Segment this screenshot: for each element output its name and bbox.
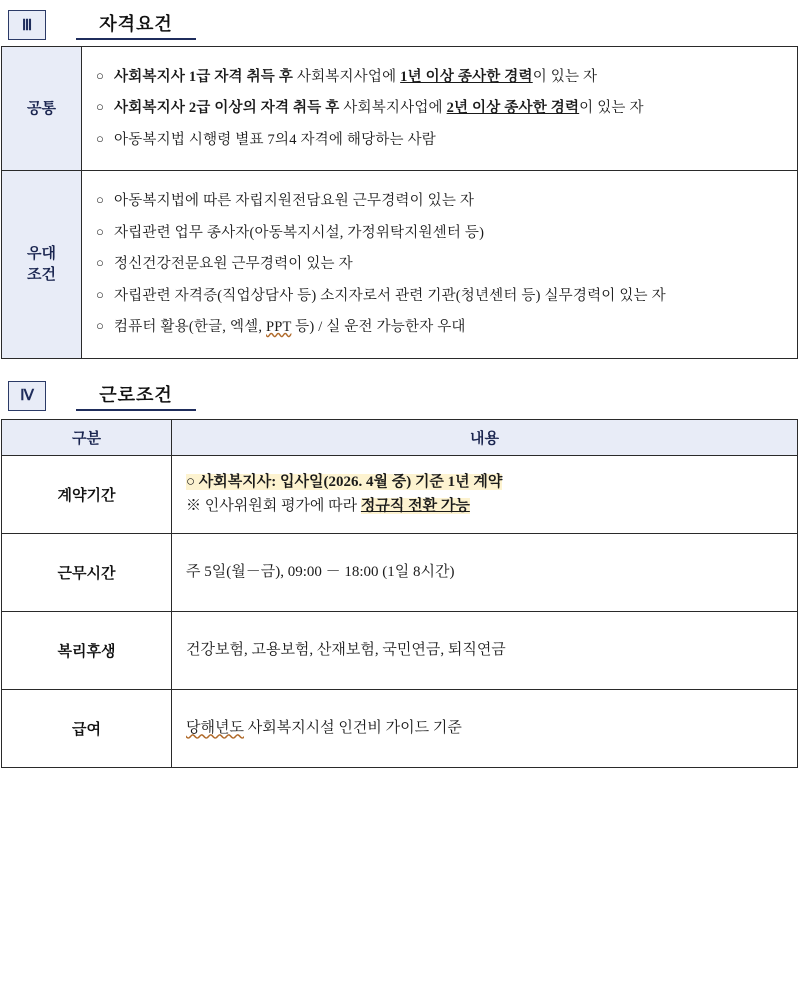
bullet-text bbox=[114, 285, 789, 307]
table-row bbox=[2, 171, 798, 358]
bullet-item bbox=[96, 129, 789, 151]
work-conditions-table bbox=[1, 419, 798, 768]
text-run: 건강보험, 고용보험, 산재보험, 국민연금, 퇴직연금 bbox=[186, 642, 506, 659]
condition-line bbox=[186, 716, 797, 740]
work-conditions-table-body bbox=[2, 455, 798, 767]
bullet-item bbox=[96, 222, 789, 244]
circle-bullet-icon: ○ bbox=[96, 68, 104, 83]
bullet-item bbox=[96, 190, 789, 212]
text-run: 자립관련 업무 종사자(아동복지시설, 가정위탁지원센터 등) bbox=[114, 224, 485, 241]
circle-bullet-icon: ○ bbox=[96, 192, 104, 208]
document-page bbox=[0, 10, 800, 994]
qualification-row-label-common bbox=[2, 47, 82, 171]
condition-content-cell bbox=[172, 455, 798, 533]
bullet-text bbox=[114, 66, 789, 88]
condition-content-cell bbox=[172, 611, 798, 689]
section-heading-work-conditions bbox=[8, 381, 800, 411]
text-run: 사회복지사 2급 이상의 자격 취득 후 bbox=[114, 100, 344, 117]
column-header-content: 내용 bbox=[172, 419, 798, 455]
condition-division-cell: 급여 bbox=[2, 689, 172, 767]
condition-division-cell: 계약기간 bbox=[2, 455, 172, 533]
condition-line bbox=[186, 494, 797, 518]
section-heading-qualification bbox=[8, 10, 800, 40]
condition-content-cell bbox=[172, 533, 798, 611]
circle-bullet-icon: ○ bbox=[96, 286, 104, 302]
circle-bullet-icon: ○ bbox=[96, 318, 104, 334]
bullet-item bbox=[96, 316, 789, 338]
row-label-line: 우대 bbox=[27, 246, 56, 263]
bullet-text bbox=[114, 222, 789, 244]
qualification-row-label-preferred bbox=[2, 171, 82, 358]
text-run: 주 5일(월－금), 09:00 － 18:00 (1일 8시간) bbox=[186, 564, 455, 581]
table-row bbox=[2, 47, 798, 171]
bullet-text bbox=[114, 97, 789, 119]
text-run: 자립관련 자격증(직업상담사 등) 소지자로서 관련 기관(청년센터 등) 실무경력이 있는 자 bbox=[114, 287, 666, 304]
section-number-badge: Ⅳ bbox=[8, 381, 46, 411]
bullet-text bbox=[114, 316, 789, 338]
text-run: PPT bbox=[266, 319, 292, 336]
table-row bbox=[2, 611, 798, 689]
text-run: 이 있는 자 bbox=[532, 69, 598, 85]
table-row bbox=[2, 533, 798, 611]
table-row bbox=[2, 455, 798, 533]
condition-content-cell bbox=[172, 689, 798, 767]
text-run: 컴퓨터 활용(한글, 엑셀, bbox=[114, 319, 267, 336]
section-number-badge: Ⅲ bbox=[8, 10, 46, 40]
circle-bullet-icon: ○ bbox=[96, 130, 104, 146]
bullet-item bbox=[96, 285, 789, 307]
circle-bullet-icon: ○ bbox=[96, 223, 104, 239]
bullet-text bbox=[114, 253, 789, 275]
circle-bullet-icon: ○ bbox=[96, 255, 104, 271]
text-run: 사회복지사 1급 자격 취득 후 bbox=[114, 69, 297, 85]
condition-line bbox=[186, 638, 797, 662]
bullet-text bbox=[114, 129, 789, 151]
text-run: 사회복지시설 인건비 가이드 기준 bbox=[243, 720, 462, 737]
table-row bbox=[2, 689, 798, 767]
text-run: 등) / 실 운전 가능한자 우대 bbox=[291, 319, 466, 336]
text-run: ○ 사회복지사: 입사일(2026. 4월 중) 기준 1년 계약 bbox=[186, 474, 503, 491]
column-header-division: 구분 bbox=[2, 419, 172, 455]
condition-division-cell: 복리후생 bbox=[2, 611, 172, 689]
qualification-row-body-common bbox=[82, 47, 798, 171]
text-run: 1년 이상 종사한 경력 bbox=[400, 69, 533, 85]
work-conditions-table-head bbox=[2, 419, 798, 455]
text-run: 2년 이상 종사한 경력 bbox=[446, 100, 580, 117]
condition-line bbox=[186, 470, 797, 494]
circle-bullet-icon: ○ bbox=[96, 99, 104, 115]
bullet-item bbox=[96, 66, 789, 88]
table-header-row bbox=[2, 419, 798, 455]
bullet-item bbox=[96, 97, 789, 119]
qualification-table-body bbox=[2, 47, 798, 359]
qualification-table bbox=[1, 46, 798, 359]
section-title: 자격요건 bbox=[76, 10, 196, 40]
text-run: 사회복지사업에 bbox=[343, 100, 447, 117]
text-run: 사회복지사업에 bbox=[296, 69, 401, 85]
text-run: 당해년도 bbox=[186, 720, 244, 737]
bullet-item bbox=[96, 253, 789, 275]
qualification-row-body-preferred bbox=[82, 171, 798, 358]
text-run: 정규직 전환 가능 bbox=[360, 498, 470, 515]
text-run: ※ 인사위원회 평가에 따라 bbox=[186, 498, 361, 515]
condition-line bbox=[186, 560, 797, 584]
row-label-line: 공통 bbox=[27, 100, 56, 117]
text-run: 이 있는 자 bbox=[579, 100, 644, 117]
bullet-text bbox=[114, 190, 789, 212]
section-title: 근로조건 bbox=[76, 381, 196, 411]
text-run: 아동복지법 시행령 별표 7의4 자격에 해당하는 사람 bbox=[114, 131, 436, 148]
row-label-line: 조건 bbox=[27, 266, 56, 283]
text-run: 아동복지법에 따른 자립지원전담요원 근무경력이 있는 자 bbox=[114, 193, 475, 210]
condition-division-cell: 근무시간 bbox=[2, 533, 172, 611]
text-run: 정신건강전문요원 근무경력이 있는 자 bbox=[114, 256, 353, 273]
